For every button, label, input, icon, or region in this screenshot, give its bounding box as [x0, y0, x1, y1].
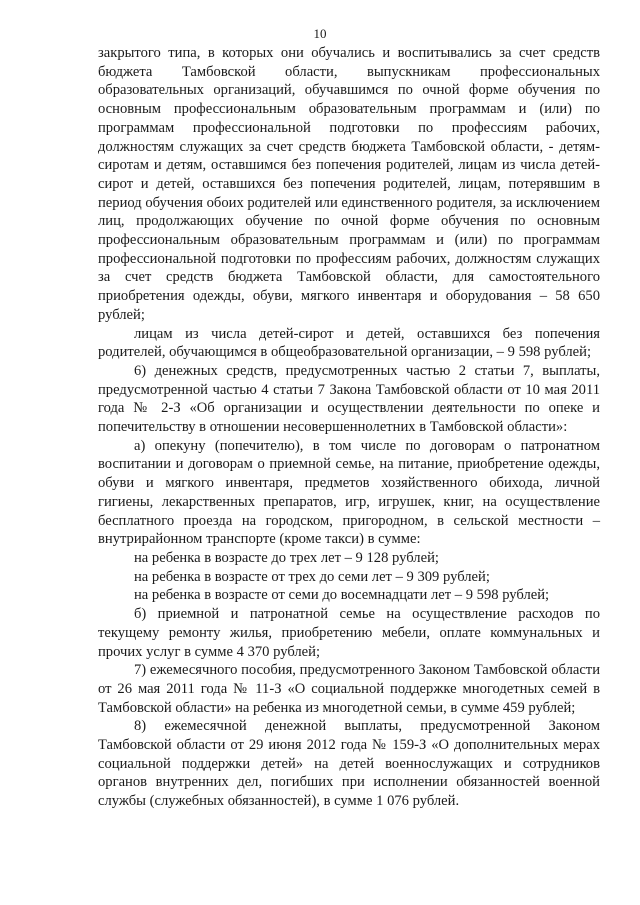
paragraph-child-7-to-18: на ребенка в возрасте от семи до восемнадцати лет – 9 598 рублей;	[134, 587, 550, 604]
paragraph-child-3-to-7: на ребенка в возрасте от трех до семи лет – 9 309 рублей;	[134, 568, 490, 585]
document-body	[98, 44, 600, 811]
paragraph-child-under-3: на ребенка в возрасте до трех лет – 9 128 рублей;	[134, 549, 439, 566]
paragraph-item-6a: а) опекуну (попечителю), в том числе по договорам о патронатном воспитании и договорам о приемной семье, на питание, приобретение одежды, обуви и мягкого инвентаря, предметов хозяйственного обихода, личной гигиены, лекарственных препаратов, игр, игрушек, книг, на осуществление бесплатного проезда на городском, пригородном, в сельской местности – внутрирайонном транспорте (кроме такси) в сумме:	[98, 437, 600, 548]
page-number: 10	[313, 26, 327, 41]
paragraph-continuation: закрытого типа, в которых они обучались и воспитывались за счет средств бюджета Тамбовской области, выпускникам профессиональных образовательных организаций, обучавшимся по очной форме обучения по основным профессиональным образовательным программам и (или) по программам профессиональной подготовки по профессиям рабочих, должностям служащих за счет средств бюджета Тамбовской области, - детям-сиротам и детям, оставшимся без попечения родителей, лицам из числа детей-сирот и детей, оставшихся без попечения родителей, лицам, потерявшим в период обучения обоих родителей или единственного родителя, за исключением лиц, продолжающих обучение по очной форме обучения по основным профессиональным образовательным программам и (или) по программам профессиональной подготовки по профессиям рабочих, должностям служащих за счет средств бюджета Тамбовской области, для самостоятельного приобретения одежды, обуви, мягкого инвентаря и оборудования – 58 650 рублей;	[98, 45, 600, 323]
paragraph-item-7: 7) ежемесячного пособия, предусмотренного Законом Тамбовской области от 26 мая 2011 года № 11-З «О социальной поддержке многодетных семей в Тамбовской области» на ребенка из многодетной семьи, в сумме 459 рублей;	[98, 662, 600, 716]
paragraph-item-6: 6) денежных средств, предусмотренных частью 2 статьи 7, выплаты, предусмотренной частью 4 статьи 7 Закона Тамбовской области от 10 мая 2011 года № 2-З «Об организации и осуществлении деятельности по опеке и попечительству в отношении несовершеннолетних в Тамбовской области»:	[98, 362, 600, 436]
paragraph-item-8: 8) ежемесячной денежной выплаты, предусмотренной Законом Тамбовской области от 29 июня 2012 года № 159-З «О дополнительных мерах социальной поддержки детей» на детей военнослужащих и сотрудников органов внутренних дел, погибших при исполнении обязанностей военной службы (служебных обязанностей), в сумме 1 076 рублей.	[98, 718, 600, 810]
paragraph-item-6b: б) приемной и патронатной семье на осуществление расходов по текущему ремонту жилья, приобретению мебели, оплате коммунальных и прочих услуг в сумме 4 370 рублей;	[98, 606, 600, 660]
paragraph-orphans-general-education: лицам из числа детей-сирот и детей, оставшихся без попечения родителей, обучающимся в общеобразовательной организации, – 9 598 рублей;	[98, 325, 600, 361]
